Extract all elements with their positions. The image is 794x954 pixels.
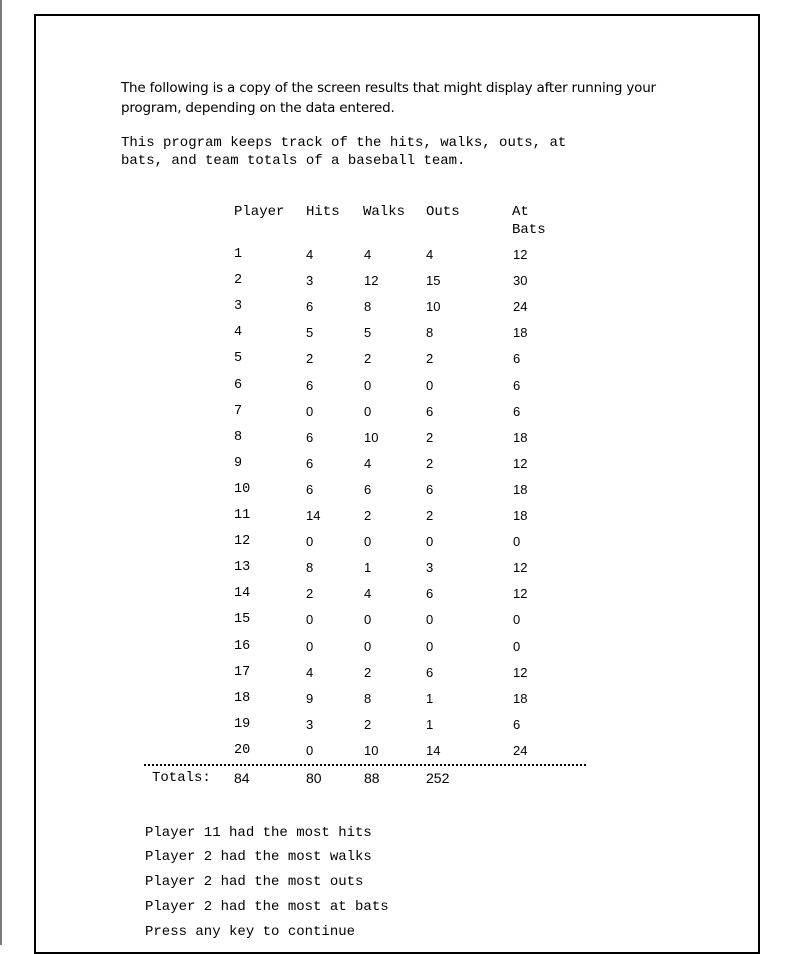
cell-walks: 2 (364, 351, 372, 367)
cell-hits: 6 (306, 429, 314, 445)
cell-hits: 4 (306, 664, 314, 680)
cell-walks: 8 (364, 299, 372, 315)
cell-at-bats: 6 (513, 716, 521, 732)
cell-hits: 6 (306, 377, 314, 393)
cell-hits: 3 (306, 716, 314, 732)
cell-player: 8 (234, 429, 243, 445)
cell-player: 1 (234, 247, 243, 262)
totals-divider (144, 764, 586, 766)
cell-outs: 0 (426, 638, 434, 654)
header-outs: Outs (426, 204, 460, 220)
cell-outs: 0 (426, 612, 434, 628)
cell-outs: 2 (426, 508, 434, 523)
cell-player: 9 (234, 455, 243, 471)
cell-at-bats: 12 (513, 455, 528, 471)
cell-player: 5 (234, 351, 243, 367)
intro-paragraph: The following is a copy of the screen results that might display after running your program, depending on the data entered. (121, 80, 656, 116)
cell-hits: 0 (306, 638, 314, 654)
cell-hits: 0 (306, 403, 314, 419)
cell-walks: 10 (364, 742, 379, 758)
cell-at-bats: 0 (513, 534, 521, 550)
cell-outs: 8 (426, 325, 434, 341)
cell-hits: 9 (306, 690, 314, 706)
cell-outs: 6 (426, 403, 434, 419)
cell-hits: 2 (306, 586, 314, 602)
cell-at-bats: 12 (513, 664, 528, 680)
cell-walks: 0 (364, 612, 372, 628)
totals-label: Totals: (152, 770, 211, 786)
cell-player: 11 (234, 508, 251, 523)
cell-walks: 6 (364, 481, 372, 497)
cell-hits: 0 (306, 612, 314, 628)
cell-player: 4 (234, 325, 243, 341)
cell-outs: 6 (426, 664, 434, 680)
cell-outs: 14 (426, 742, 441, 758)
cell-at-bats: 12 (513, 560, 528, 576)
cell-hits: 4 (306, 247, 314, 262)
cell-hits: 5 (306, 325, 314, 341)
cell-at-bats: 18 (513, 429, 528, 445)
press-any-key-prompt: Press any key to continue (145, 924, 356, 940)
cell-hits: 0 (306, 534, 314, 550)
cell-outs: 2 (426, 351, 434, 367)
cell-player: 17 (234, 664, 251, 680)
cell-at-bats: 0 (513, 638, 521, 654)
cell-outs: 0 (426, 377, 434, 393)
cell-outs: 2 (426, 455, 434, 471)
cell-player: 15 (234, 612, 251, 628)
cell-walks: 0 (364, 534, 372, 550)
cell-player: 20 (234, 742, 251, 758)
cell-outs: 6 (426, 481, 434, 497)
cell-walks: 0 (364, 377, 372, 393)
cell-at-bats: 6 (513, 403, 521, 419)
cell-hits: 14 (306, 508, 321, 523)
total-hits: 84 (234, 770, 250, 786)
cell-walks: 12 (364, 273, 379, 289)
header-hits: Hits (306, 204, 340, 220)
cell-hits: 8 (306, 560, 314, 576)
cell-player: 3 (234, 299, 243, 315)
summary-most-outs: Player 2 had the most outs (145, 874, 364, 890)
cell-player: 13 (234, 560, 251, 576)
program-description: This program keeps track of the hits, walks, outs, at bats, and team totals of a baseball team. (121, 135, 567, 169)
cell-at-bats: 24 (513, 299, 528, 315)
cell-player: 14 (234, 586, 251, 602)
cell-player: 19 (234, 716, 251, 732)
cell-player: 2 (234, 273, 243, 289)
cell-walks: 5 (364, 325, 372, 341)
cell-at-bats: 30 (513, 273, 528, 289)
cell-at-bats: 12 (513, 247, 528, 262)
summary-most-at-bats: Player 2 had the most at bats (145, 899, 389, 915)
header-at-bats: At Bats (512, 204, 546, 238)
cell-walks: 2 (364, 716, 372, 732)
cell-outs: 10 (426, 299, 441, 315)
cell-at-bats: 12 (513, 586, 528, 602)
cell-hits: 0 (306, 742, 314, 758)
cell-at-bats: 18 (513, 508, 528, 523)
cell-hits: 6 (306, 481, 314, 497)
cell-walks: 4 (364, 586, 372, 602)
cell-walks: 10 (364, 429, 379, 445)
cell-player: 16 (234, 638, 251, 654)
cell-hits: 3 (306, 273, 314, 289)
cell-outs: 15 (426, 273, 441, 289)
left-edge-line (0, 0, 2, 945)
cell-player: 6 (234, 377, 243, 393)
cell-at-bats: 0 (513, 612, 521, 628)
cell-at-bats: 6 (513, 377, 521, 393)
total-walks: 80 (306, 770, 322, 786)
cell-walks: 4 (364, 247, 372, 262)
cell-player: 18 (234, 690, 251, 706)
cell-hits: 6 (306, 455, 314, 471)
total-at-bats: 252 (426, 770, 450, 786)
cell-at-bats: 18 (513, 481, 528, 497)
cell-walks: 8 (364, 690, 372, 706)
cell-outs: 2 (426, 429, 434, 445)
cell-outs: 1 (426, 690, 434, 706)
cell-hits: 2 (306, 351, 314, 367)
cell-at-bats: 24 (513, 742, 528, 758)
cell-walks: 0 (364, 638, 372, 654)
cell-outs: 4 (426, 247, 434, 262)
summary-most-walks: Player 2 had the most walks (145, 849, 372, 865)
header-walks: Walks (363, 204, 406, 220)
cell-outs: 3 (426, 560, 434, 576)
cell-at-bats: 6 (513, 351, 521, 367)
cell-player: 12 (234, 534, 251, 550)
cell-outs: 1 (426, 716, 434, 732)
cell-walks: 0 (364, 403, 372, 419)
summary-most-hits: Player 11 had the most hits (145, 825, 372, 841)
cell-at-bats: 18 (513, 325, 528, 341)
cell-at-bats: 18 (513, 690, 528, 706)
cell-walks: 4 (364, 455, 372, 471)
cell-walks: 2 (364, 664, 372, 680)
cell-outs: 0 (426, 534, 434, 550)
header-player: Player (234, 204, 285, 220)
cell-player: 10 (234, 481, 251, 497)
cell-walks: 2 (364, 508, 372, 523)
cell-outs: 6 (426, 586, 434, 602)
cell-hits: 6 (306, 299, 314, 315)
cell-walks: 1 (364, 560, 372, 576)
total-outs: 88 (364, 770, 380, 786)
cell-player: 7 (234, 403, 243, 419)
